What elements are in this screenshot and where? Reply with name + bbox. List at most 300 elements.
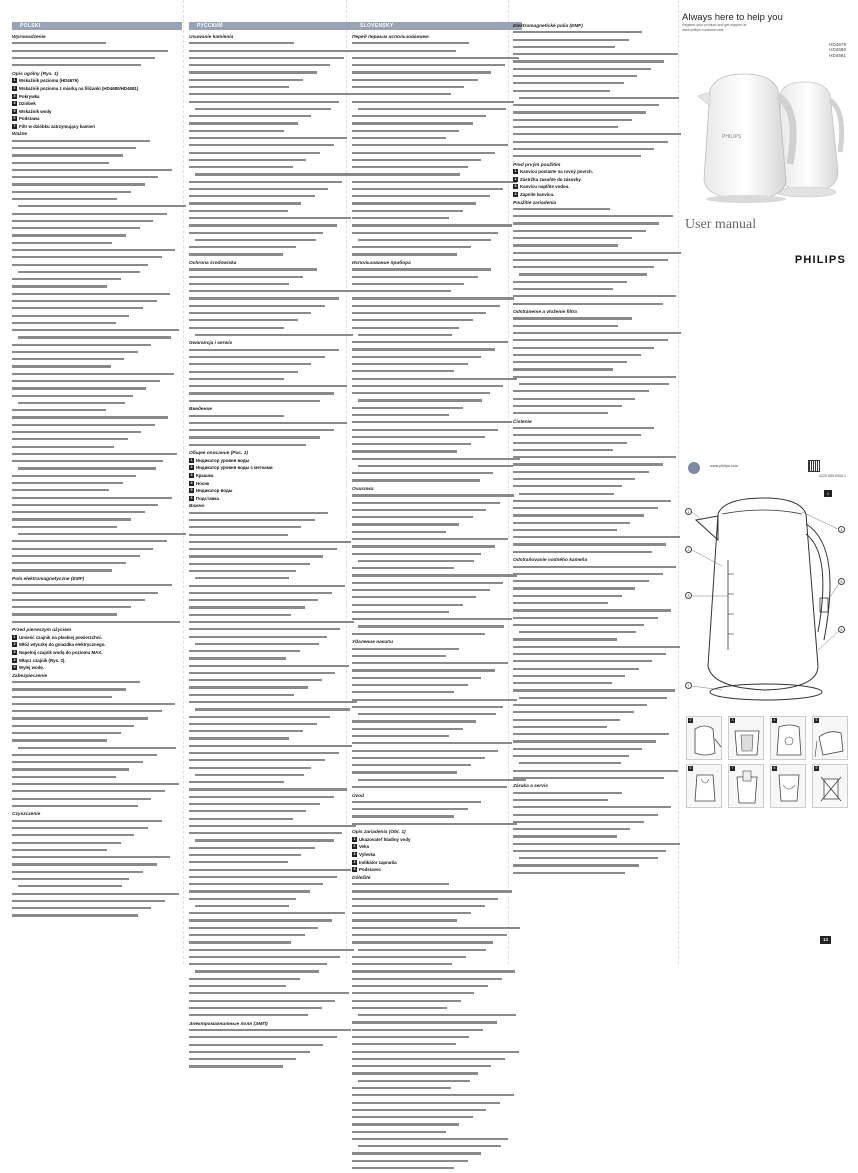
tile-number: 2 <box>689 718 692 722</box>
body-text-line <box>352 276 522 282</box>
body-text-line <box>12 387 182 393</box>
body-text-line <box>352 101 522 107</box>
step-number: 7 <box>13 123 16 128</box>
step-tile <box>770 716 806 760</box>
body-text-line <box>513 638 683 644</box>
body-text-line <box>513 617 683 623</box>
numbered-step <box>12 665 182 672</box>
body-text-line <box>352 130 522 136</box>
body-text-line <box>513 872 683 878</box>
body-text-line <box>189 716 359 722</box>
section-heading: Удаление накипи <box>352 640 394 646</box>
section-heading: Usuwanie kamienia <box>189 35 234 40</box>
body-text-line <box>12 278 182 284</box>
body-text-line <box>189 349 359 355</box>
document-code: 4222.005.0000.1 <box>819 474 846 478</box>
body-text-line <box>189 1000 359 1006</box>
body-text-line <box>513 660 683 666</box>
body-text-line <box>352 421 522 427</box>
step-illustrations <box>686 716 846 814</box>
body-text-line <box>12 227 182 233</box>
body-text-line <box>513 148 683 154</box>
body-text-line <box>12 681 182 687</box>
numbered-step <box>12 658 182 665</box>
step-text: Wskaźnik wody <box>19 108 52 114</box>
step-text: Индикатор уровня воды <box>196 457 250 463</box>
body-text-line <box>352 912 522 918</box>
numbered-step <box>189 458 359 465</box>
body-text-line <box>513 427 683 433</box>
body-text-line <box>352 927 522 933</box>
body-text-line <box>12 526 182 532</box>
numbered-step <box>12 86 182 93</box>
body-text-line <box>513 390 683 396</box>
section-heading: Электромагнитные поля (ЭМП) <box>189 1021 268 1027</box>
body-text-line <box>513 412 683 418</box>
body-text-line <box>12 467 182 473</box>
body-text-line <box>352 625 522 631</box>
body-text-line <box>12 446 182 452</box>
body-text-line <box>189 1051 359 1057</box>
body-text-line <box>189 371 359 377</box>
body-text-line <box>513 456 683 462</box>
body-text-line <box>189 541 359 547</box>
body-text-line <box>189 130 359 136</box>
body-text-line <box>352 757 522 763</box>
body-text-line <box>189 195 359 201</box>
body-text-line <box>189 825 359 831</box>
cleaning-icon <box>771 765 807 809</box>
body-text-line <box>12 191 182 197</box>
step-text: Подставка <box>196 495 219 501</box>
body-text-line <box>352 742 522 748</box>
body-text-line <box>12 878 182 884</box>
body-text-line <box>513 748 683 754</box>
body-text-line <box>189 534 359 540</box>
body-text-line <box>352 1094 522 1100</box>
body-text-line <box>189 636 359 642</box>
body-text-line <box>189 86 359 92</box>
body-text-line <box>189 657 359 663</box>
step-number: 5 <box>13 108 16 113</box>
section-heading: Важно <box>189 504 205 510</box>
body-text-line <box>513 580 683 586</box>
body-text-line <box>189 444 359 450</box>
body-text-line <box>513 46 683 52</box>
body-text-line <box>352 465 522 471</box>
body-text-line <box>12 242 182 248</box>
body-text-line <box>189 512 359 518</box>
body-text-line <box>12 183 182 189</box>
body-text-line <box>352 1160 522 1166</box>
body-text-line <box>513 208 683 214</box>
body-text-line <box>352 479 522 485</box>
body-text-line <box>352 1072 522 1078</box>
body-text-line <box>513 75 683 81</box>
body-text-line <box>352 531 522 537</box>
body-text-line <box>12 315 182 321</box>
body-text-line <box>513 288 683 294</box>
kettle-fill-icon <box>729 717 765 761</box>
body-text-line <box>189 745 359 751</box>
body-text-line <box>12 518 182 524</box>
numbered-step <box>12 124 182 131</box>
body-text-line <box>352 815 522 821</box>
body-text-line <box>513 295 683 301</box>
body-text-line <box>189 122 359 128</box>
text-column-russian <box>189 22 359 1027</box>
body-text-line <box>12 856 182 862</box>
figure-badge: 1 <box>824 490 832 497</box>
body-text-line <box>189 701 359 707</box>
body-text-line <box>513 60 683 66</box>
body-text-line <box>352 1029 522 1035</box>
body-text-line <box>352 159 522 165</box>
body-text-line <box>189 548 359 554</box>
body-text-line <box>189 876 359 882</box>
cover-panel <box>682 12 850 477</box>
step-text: Zástrčku zasuňte do zásuvky. <box>520 176 582 182</box>
body-text-line <box>352 42 522 48</box>
body-text-line <box>352 684 522 690</box>
body-text-line <box>513 500 683 506</box>
body-text-line <box>352 86 522 92</box>
body-text-line <box>12 271 182 277</box>
body-text-line <box>352 677 522 683</box>
body-text-line <box>352 883 522 889</box>
model-number: HD4681 <box>829 52 846 58</box>
body-text-line <box>189 905 359 911</box>
numbered-step <box>12 109 182 116</box>
body-text-line <box>189 898 359 904</box>
body-text-line <box>352 57 522 63</box>
body-text-line <box>189 563 359 569</box>
section-heading: Záruka a servis <box>513 784 548 790</box>
body-text-line <box>189 64 359 70</box>
step-text: Veko <box>359 844 370 850</box>
body-text-line <box>189 861 359 867</box>
body-text-line <box>513 843 683 849</box>
body-text-line <box>12 820 182 826</box>
body-text-line <box>12 205 182 211</box>
body-text-line <box>352 202 522 208</box>
body-text-line <box>189 679 359 685</box>
body-text-line <box>352 268 522 274</box>
body-text-line <box>513 514 683 520</box>
body-text-line <box>513 587 683 593</box>
filter-removal-icon <box>729 765 765 809</box>
body-text-line <box>189 290 359 296</box>
step-text: Dzióbek <box>19 101 36 107</box>
body-text-line <box>189 614 359 620</box>
tile-number: 4 <box>773 718 776 722</box>
body-text-line <box>12 380 182 386</box>
body-text-line <box>513 529 683 535</box>
section-heading: Použitie zariadenia <box>513 200 557 206</box>
column-divider <box>183 0 184 964</box>
body-text-line <box>352 144 522 150</box>
body-text-line <box>352 963 522 969</box>
body-text-line <box>12 613 182 619</box>
body-text-line <box>189 152 359 158</box>
step-number: 1 <box>190 457 193 462</box>
body-text-line <box>352 604 522 610</box>
kettle-diagram <box>682 490 850 705</box>
body-text-line <box>352 669 522 675</box>
body-text-line <box>513 155 683 161</box>
body-text-line <box>352 429 522 435</box>
body-text-line <box>352 385 522 391</box>
body-text-line <box>513 31 683 37</box>
body-text-line <box>12 64 182 70</box>
body-text-line <box>12 900 182 906</box>
body-text-line <box>352 283 522 289</box>
body-text-line <box>352 699 522 705</box>
body-text-line <box>12 256 182 262</box>
body-text-line <box>513 697 683 703</box>
body-text-line <box>513 493 683 499</box>
body-text-line <box>352 1065 522 1071</box>
body-text-line <box>352 1123 522 1129</box>
body-text-line <box>352 713 522 719</box>
body-text-line <box>12 621 182 627</box>
body-text-line <box>189 159 359 165</box>
body-text-line <box>189 305 359 311</box>
body-text-line <box>189 599 359 605</box>
body-text-line <box>513 281 683 287</box>
body-text-line <box>513 119 683 125</box>
body-text-line <box>189 436 359 442</box>
numbered-step <box>12 650 182 657</box>
step-number: 5 <box>190 488 193 493</box>
body-text-line <box>189 985 359 991</box>
body-text-line <box>12 842 182 848</box>
body-text-line <box>189 927 359 933</box>
body-text-line <box>352 195 522 201</box>
step-text: Pokrywka <box>19 93 40 99</box>
body-text-line <box>189 422 359 428</box>
section-heading: Czyszczenie <box>12 812 41 818</box>
body-text-line <box>189 144 359 150</box>
numbered-step <box>12 101 182 108</box>
body-text-line <box>352 1116 522 1122</box>
body-text-line <box>352 1051 522 1057</box>
step-number: 4 <box>514 192 517 197</box>
step-number: 2 <box>13 85 16 90</box>
body-text-line <box>189 1065 359 1071</box>
numbered-step <box>12 78 182 85</box>
body-text-line <box>352 246 522 252</box>
body-text-line <box>12 754 182 760</box>
step-number: 3 <box>514 184 517 189</box>
body-text-line <box>12 569 182 575</box>
body-text-line <box>12 482 182 488</box>
body-text-line <box>189 319 359 325</box>
section-heading: Gwarancja i serwis <box>189 341 233 347</box>
body-text-line <box>513 97 683 103</box>
kettle-plug-icon <box>687 717 723 761</box>
kettle-line-drawing <box>682 490 850 705</box>
body-text-line <box>352 509 522 515</box>
body-text-line <box>352 1152 522 1158</box>
body-text-line <box>189 202 359 208</box>
body-text-line <box>12 213 182 219</box>
body-text-line <box>12 497 182 503</box>
section-heading: Использование прибора <box>352 261 411 267</box>
body-text-line <box>352 786 522 792</box>
body-text-line <box>352 648 522 654</box>
body-text-line <box>189 1029 359 1035</box>
numbered-step <box>513 192 683 199</box>
brand-logo: PHILIPS <box>794 254 846 266</box>
body-text-line <box>12 169 182 175</box>
step-text: Filtr w dzióbku zatrzymujący kamień <box>19 123 95 129</box>
step-number: 3 <box>13 93 16 98</box>
model-number: HD4679 <box>829 42 846 47</box>
body-text-line <box>189 708 359 714</box>
body-text-line <box>12 907 182 913</box>
body-text-line <box>189 577 359 583</box>
body-text-line <box>513 244 683 250</box>
body-text-line <box>189 108 359 114</box>
body-text-line <box>12 783 182 789</box>
manual-title: User manual <box>685 217 757 232</box>
body-text-line <box>513 821 683 827</box>
philips-shield-icon <box>688 462 700 474</box>
body-text-line <box>189 847 359 853</box>
body-text-line <box>12 562 182 568</box>
text-column-slovak-ru <box>352 22 522 942</box>
numbered-step <box>513 177 683 184</box>
body-text-line <box>513 230 683 236</box>
body-text-line <box>12 402 182 408</box>
body-text-line <box>189 803 359 809</box>
certification-icon <box>808 460 820 472</box>
body-text-line <box>189 519 359 525</box>
body-text-line <box>352 407 522 413</box>
body-text-line <box>12 533 182 539</box>
body-text-line <box>189 883 359 889</box>
body-text-line <box>352 341 522 347</box>
body-text-line <box>352 224 522 230</box>
body-text-line <box>352 1007 522 1013</box>
body-text-line <box>513 631 683 637</box>
diagram-label: 3 <box>685 592 692 599</box>
page-number: 13 <box>820 936 831 944</box>
body-text-line <box>189 166 359 172</box>
body-text-line <box>189 585 359 591</box>
step-number: 2 <box>190 465 193 470</box>
body-text-line <box>189 788 359 794</box>
body-text-line <box>352 691 522 697</box>
body-text-line <box>513 485 683 491</box>
section-heading: Elektromagnetické polia (EMF) <box>513 24 583 29</box>
numbered-step <box>12 635 182 642</box>
body-text-line <box>513 317 683 323</box>
body-text-line <box>189 181 359 187</box>
body-text-line <box>352 356 522 362</box>
body-text-line <box>513 828 683 834</box>
step-text: Włóż wtyczkę do gniazdka elektrycznego. <box>19 642 106 648</box>
body-text-line <box>352 472 522 478</box>
body-text-line <box>189 606 359 612</box>
body-text-line <box>12 798 182 804</box>
body-text-line <box>12 293 182 299</box>
body-text-line <box>12 220 182 226</box>
body-text-line <box>189 50 359 56</box>
body-text-line <box>513 68 683 74</box>
body-text-line <box>352 1109 522 1115</box>
body-text-line <box>12 511 182 517</box>
body-text-line <box>513 361 683 367</box>
body-text-line <box>189 253 359 259</box>
body-text-line <box>513 303 683 309</box>
step-number: 1 <box>514 169 517 174</box>
body-text-line <box>352 706 522 712</box>
body-text-line <box>352 956 522 962</box>
body-text-line <box>352 582 522 588</box>
body-text-line <box>352 898 522 904</box>
body-text-line <box>352 152 522 158</box>
body-text-line <box>513 332 683 338</box>
step-number: 4 <box>13 657 16 662</box>
body-text-line <box>513 668 683 674</box>
numbered-step <box>513 169 683 176</box>
body-text-line <box>513 857 683 863</box>
step-text: Podstawa <box>19 116 40 122</box>
body-text-line <box>352 750 522 756</box>
body-text-line <box>513 237 683 243</box>
language-tab: SLOVENSKY <box>352 22 522 30</box>
body-text-line <box>189 232 359 238</box>
numbered-step <box>189 465 359 472</box>
tile-number: 6 <box>689 766 692 770</box>
body-text-line <box>352 399 522 405</box>
numbered-step <box>189 496 359 503</box>
body-text-line <box>189 963 359 969</box>
section-heading: Przed pierwszym użyciem <box>12 628 72 634</box>
body-text-line <box>12 776 182 782</box>
body-text-line <box>352 1087 522 1093</box>
body-text-line <box>189 1014 359 1020</box>
step-number: 2 <box>353 844 356 849</box>
body-text-line <box>352 363 522 369</box>
body-text-line <box>513 762 683 768</box>
step-number: 3 <box>353 852 356 856</box>
body-text-line <box>189 188 359 194</box>
body-text-line <box>513 689 683 695</box>
body-text-line <box>352 1000 522 1006</box>
body-text-line <box>352 64 522 70</box>
body-text-line <box>12 57 182 63</box>
body-text-line <box>352 934 522 940</box>
body-text-line <box>12 373 182 379</box>
body-text-line <box>513 704 683 710</box>
body-text-line <box>352 1102 522 1108</box>
body-text-line <box>189 956 359 962</box>
section-heading: Odstránenie a vloženie filtra <box>513 310 577 316</box>
body-text-line <box>12 885 182 891</box>
body-text-line <box>12 584 182 590</box>
body-text-line <box>513 266 683 272</box>
body-text-line <box>352 567 522 573</box>
body-text-line <box>189 665 359 671</box>
text-column-polish <box>12 22 182 942</box>
body-text-line <box>189 810 359 816</box>
step-number: 2 <box>514 176 517 181</box>
body-text-line <box>12 50 182 56</box>
body-text-line <box>352 312 522 318</box>
